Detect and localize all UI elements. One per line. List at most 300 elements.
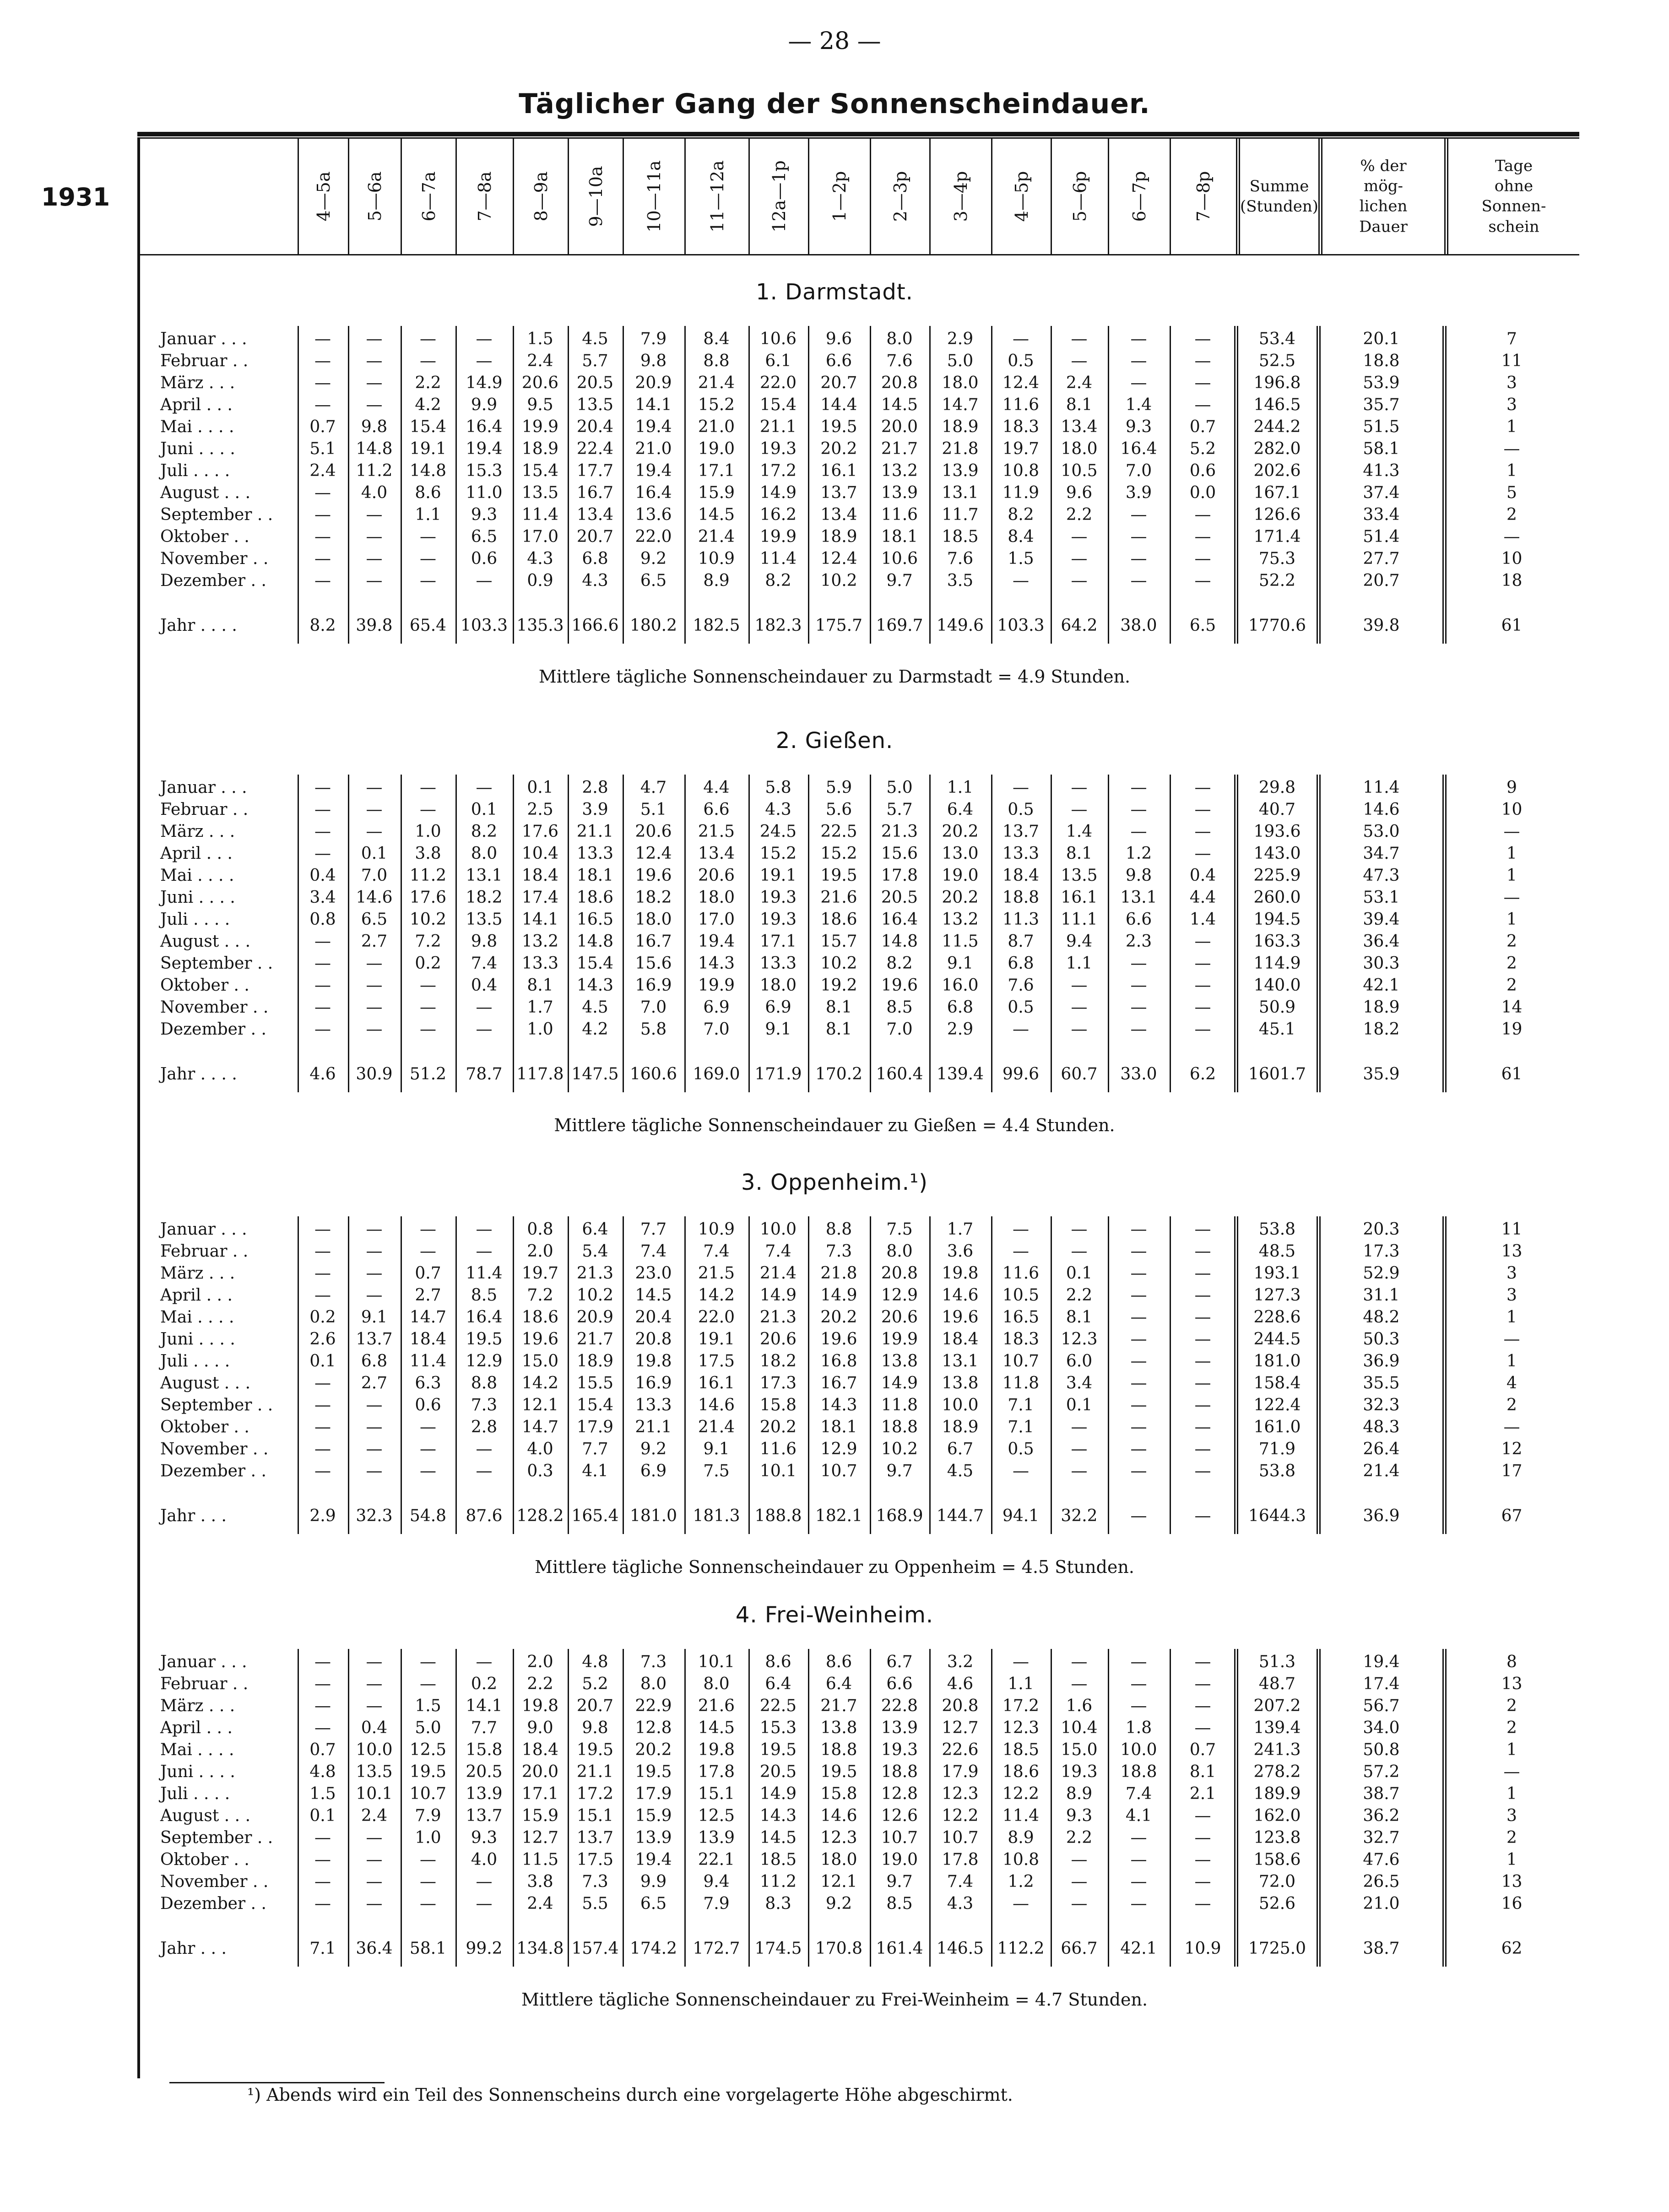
table-cell: — [314,396,331,414]
column-rule [455,1216,457,1534]
table-cell: 189.9 [1253,1784,1301,1803]
table-cell: 15.1 [576,1806,614,1825]
table-cell: 2 [1506,1828,1517,1847]
table-cell: 1.6 [1066,1697,1093,1715]
table-cell: 15.9 [635,1806,672,1825]
table-cell: 9.3 [1125,417,1152,436]
year-total-cell: 66.7 [1061,1939,1098,1958]
table-row [0,910,1669,931]
table-cell: 14.5 [881,396,918,414]
table-row [0,1308,1669,1329]
year-total-cell: 1770.6 [1248,616,1306,635]
table-cell: 12.3 [1061,1330,1098,1349]
month-label: Oktober . . [160,976,249,995]
column-rule [348,326,349,644]
table-cell: 16.8 [820,1352,857,1371]
table-cell: 4.0 [527,1440,553,1458]
table-cell: — [1194,822,1211,841]
year-total-cell: 6.5 [1189,616,1216,635]
column-rule [929,1649,931,1967]
table-cell: 13 [1501,1872,1523,1891]
month-label: Mai . . . . [160,866,234,885]
hour-column-label: 6—7p [1129,171,1149,222]
table-cell: 48.2 [1363,1308,1400,1327]
table-cell: 19.9 [881,1330,918,1349]
table-cell: 19.3 [881,1740,918,1759]
table-cell: 9.2 [640,549,667,568]
table-cell: 19.5 [820,417,857,436]
table-cell: 39.4 [1363,910,1400,929]
table-cell: 167.1 [1253,483,1301,502]
table-cell: — [366,1872,383,1891]
table-cell: 2.4 [527,1894,553,1913]
table-cell: 126.6 [1253,505,1301,524]
table-cell: — [366,549,383,568]
table-cell: 20.8 [881,374,918,392]
column-rule [401,1216,402,1534]
table-cell: 9.7 [886,1462,913,1480]
year-total-cell: 64.2 [1061,616,1098,635]
sunless-days-column-label: Tage ohne Sonnen- schein [1481,157,1546,236]
table-cell: 19.8 [521,1697,559,1715]
table-cell: 8.6 [765,1653,791,1671]
table-cell: 52.5 [1258,352,1296,370]
month-label: August . . . [160,932,251,951]
table-cell: 20.5 [466,1762,503,1781]
table-cell: 29.8 [1258,778,1296,797]
year-label: Jahr . . . . [160,1065,237,1084]
month-label: Mai . . . . [160,1308,234,1327]
table-cell: 14.8 [356,439,393,458]
year-total-cell: 4.6 [309,1065,336,1084]
column-rule [1170,775,1171,1092]
table-cell: 15.6 [881,844,918,863]
table-cell: 14.9 [759,1784,797,1803]
year-total-row [0,1065,1669,1086]
table-cell: 36.9 [1363,1352,1400,1371]
hour-column-label: 7—8p [1193,171,1214,222]
table-cell: 18.0 [820,1850,857,1869]
month-label: Juni . . . . [160,1762,235,1781]
table-cell: — [366,527,383,546]
table-row [0,1653,1669,1674]
table-cell: 52.2 [1258,571,1296,590]
table-cell: 18.9 [942,417,979,436]
table-cell: — [1194,1286,1211,1305]
month-label: Dezember . . [160,571,266,590]
table-cell: 19.5 [759,1740,797,1759]
table-cell: 19.8 [698,1740,735,1759]
table-row [0,1462,1669,1483]
table-cell: 194.5 [1253,910,1301,929]
table-cell: — [476,1220,493,1239]
table-cell: 22.5 [759,1697,797,1715]
table-cell: — [366,1828,383,1847]
hour-column-heading [1108,139,1170,254]
hour-column-label: 4—5a [313,171,334,222]
table-cell: 7 [1506,330,1517,348]
table-cell: 18.8 [1002,888,1040,907]
column-double-rule [1234,1216,1238,1534]
table-row [0,1286,1669,1307]
table-cell: 8.5 [471,1286,498,1305]
column-rule [455,1649,457,1967]
table-cell: 9.3 [471,1828,498,1847]
table-cell: 6.5 [471,527,498,546]
table-cell: 7.6 [886,352,913,370]
column-rule [991,775,992,1092]
year-total-cell: 42.1 [1120,1939,1157,1958]
table-cell: 20.2 [635,1740,672,1759]
table-cell: 13.5 [1061,866,1098,885]
year-total-cell: 8.2 [309,616,336,635]
table-cell: 2.4 [309,461,336,480]
year-total-cell: 78.7 [466,1065,503,1084]
table-cell: 1.7 [527,998,553,1017]
table-cell: 27.7 [1363,549,1400,568]
table-cell: — [420,998,436,1017]
column-double-rule [1317,775,1321,1092]
table-cell: — [420,1653,436,1671]
table-cell: 4.5 [582,998,608,1017]
month-label: Dezember . . [160,1020,266,1039]
table-cell: 19.4 [1363,1653,1400,1671]
table-cell: 12.5 [409,1740,447,1759]
year-total-cell: 160.6 [629,1065,677,1084]
month-label: April . . . [160,1286,233,1305]
table-row [0,888,1669,909]
column-rule [1051,1649,1052,1967]
table-cell: — [1071,1220,1088,1239]
table-cell: — [1013,1020,1029,1039]
column-rule [623,1216,624,1534]
table-cell: 19.8 [942,1264,979,1283]
table-cell: 19.8 [635,1352,672,1371]
table-cell: 3.6 [947,1242,974,1261]
table-cell: — [1071,571,1088,590]
table-row [0,505,1669,526]
table-cell: 18.8 [881,1762,918,1781]
hour-column-heading [623,139,684,254]
table-cell: 20.2 [820,1308,857,1327]
month-label: Juni . . . . [160,888,235,907]
table-cell: 4.4 [1189,888,1216,907]
table-cell: 5.1 [309,439,336,458]
table-cell: 20.4 [576,417,614,436]
table-cell: — [314,1697,331,1715]
year-total-cell: 99.6 [1002,1065,1040,1084]
hour-column-heading [298,139,348,254]
table-cell: 16.1 [698,1374,735,1393]
table-cell: 9.0 [527,1719,553,1737]
column-rule [1108,326,1109,644]
table-cell: 13.9 [881,483,918,502]
table-cell: 15.3 [466,461,503,480]
table-cell: 0.2 [471,1675,498,1693]
table-cell: 7.4 [765,1242,791,1261]
table-row [0,1330,1669,1351]
month-label: April . . . [160,844,233,863]
table-cell: 16.9 [635,1374,672,1393]
table-cell: — [314,954,331,973]
table-cell: — [1194,844,1211,863]
table-cell: 13 [1501,1675,1523,1693]
table-cell: — [1130,374,1147,392]
year-label: Jahr . . . [160,1939,227,1958]
table-cell: 22.1 [698,1850,735,1869]
table-cell: 9.7 [886,1872,913,1891]
table-cell: 17.4 [1363,1675,1400,1693]
table-cell: 18.9 [521,439,559,458]
year-total-cell: 30.9 [356,1065,393,1084]
table-cell: 15.6 [635,954,672,973]
table-cell: 13.3 [759,954,797,973]
table-cell: 158.6 [1253,1850,1301,1869]
table-cell: — [1071,800,1088,819]
table-cell: 15.2 [820,844,857,863]
table-cell: 14.9 [759,1286,797,1305]
table-cell: — [1071,1675,1088,1693]
table-cell: 6.5 [361,910,388,929]
table-cell: 228.6 [1253,1308,1301,1327]
table-cell: 51.3 [1258,1653,1296,1671]
table-cell: 20.6 [521,374,559,392]
month-label: Oktober . . [160,527,249,546]
table-cell: 10 [1501,549,1523,568]
table-cell: 202.6 [1253,461,1301,480]
month-label: Oktober . . [160,1418,249,1437]
table-cell: 13.5 [576,396,614,414]
table-cell: — [1130,527,1147,546]
table-cell: 10.1 [759,1462,797,1480]
table-cell: 9.2 [640,1440,667,1458]
table-row [0,461,1669,483]
table-cell: — [314,330,331,348]
table-cell: — [1130,571,1147,590]
table-cell: — [1013,778,1029,797]
year-total-cell: 147.5 [571,1065,619,1084]
table-cell: — [1130,1374,1147,1393]
table-cell: 10 [1501,800,1523,819]
table-cell: 20.0 [881,417,918,436]
table-cell: 10.4 [521,844,559,863]
table-cell: — [1194,1462,1211,1480]
table-cell: 18.2 [759,1352,797,1371]
column-rule [568,326,569,644]
table-cell: — [1194,1020,1211,1039]
table-cell: 11.1 [1061,910,1098,929]
table-cell: — [1194,505,1211,524]
column-rule [623,775,624,1092]
table-cell: — [476,1440,493,1458]
table-cell: 6.5 [640,571,667,590]
table-cell: 1.1 [1008,1675,1034,1693]
table-cell: 11.9 [1002,483,1040,502]
year-total-cell: 36.9 [1363,1507,1400,1525]
table-cell: 11.5 [942,932,979,951]
table-cell: 13.1 [466,866,503,885]
table-cell: 127.3 [1253,1286,1301,1305]
table-cell: 9.1 [703,1440,730,1458]
table-cell: 2.1 [1189,1784,1216,1803]
table-cell: — [1130,330,1147,348]
month-label: Mai . . . . [160,1740,234,1759]
table-cell: 2.0 [527,1242,553,1261]
table-cell: 34.0 [1363,1719,1400,1737]
table-cell: 47.3 [1363,866,1400,885]
table-cell: 19.6 [820,1330,857,1349]
table-cell: 9.7 [886,571,913,590]
table-cell: 1 [1506,1740,1517,1759]
table-cell: 11.8 [881,1396,918,1415]
column-rule [348,1649,349,1967]
table-cell: 7.6 [1008,976,1034,995]
month-label: September . . [160,1828,273,1847]
table-cell: 53.9 [1363,374,1400,392]
table-cell: 0.0 [1189,483,1216,502]
table-cell: — [314,1850,331,1869]
page-title: Täglicher Gang der Sonnenscheindauer. [519,88,1150,120]
table-cell: 7.0 [1125,461,1152,480]
hour-column-label: 5—6a [365,171,385,222]
table-cell: — [1194,1828,1211,1847]
table-cell: 13.3 [635,1396,672,1415]
table-cell: 19.9 [698,976,735,995]
year-total-cell: 62 [1501,1939,1523,1958]
table-cell: 9.9 [640,1872,667,1891]
table-cell: — [366,352,383,370]
table-row [0,1784,1669,1805]
table-cell: 20.2 [942,822,979,841]
year-total-cell: 175.7 [815,616,863,635]
month-label: September . . [160,505,273,524]
table-cell: 12 [1501,1440,1523,1458]
column-rule [623,1649,624,1967]
table-cell: 12.3 [942,1784,979,1803]
column-rule [748,326,750,644]
hour-column-label: 6—7a [418,171,439,222]
table-cell: 75.3 [1258,549,1296,568]
table-row [0,932,1669,953]
year-label: Jahr . . . . [160,616,237,635]
year-total-cell: 61 [1501,1065,1523,1084]
hour-column-label: 5—6p [1070,171,1090,222]
table-cell: 7.3 [582,1872,608,1891]
table-cell: 14.6 [820,1806,857,1825]
table-cell: 2.9 [947,1020,974,1039]
table-cell: 21.4 [698,1418,735,1437]
column-double-rule [1234,326,1238,644]
column-rule [991,1216,992,1534]
table-row [0,954,1669,975]
table-cell: 193.6 [1253,822,1301,841]
table-cell: 9.2 [825,1894,852,1913]
table-cell: — [1194,778,1211,797]
table-cell: — [1071,1872,1088,1891]
table-cell: 21.6 [820,888,857,907]
month-label: Januar . . . [160,1653,247,1671]
column-double-rule [1234,775,1238,1092]
table-cell: — [366,1697,383,1715]
table-cell: 10.2 [576,1286,614,1305]
table-cell: 16.4 [1120,439,1157,458]
table-cell: 22.0 [635,527,672,546]
table-cell: 34.7 [1363,844,1400,863]
table-cell: 161.0 [1253,1418,1301,1437]
table-cell: 17.4 [521,888,559,907]
table-row [0,352,1669,373]
table-cell: 36.4 [1363,932,1400,951]
table-cell: 16.7 [820,1374,857,1393]
table-cell: 13.9 [635,1828,672,1847]
table-cell: 14.3 [820,1396,857,1415]
table-cell: — [366,1440,383,1458]
table-cell: 19.5 [820,866,857,885]
table-row [0,1894,1669,1915]
table-cell: 20.7 [576,527,614,546]
table-cell: 15.4 [759,396,797,414]
table-cell: 11.4 [1002,1806,1040,1825]
table-cell: — [1130,1020,1147,1039]
table-cell: 12.4 [1002,374,1040,392]
table-cell: — [1130,998,1147,1017]
table-cell: 11.6 [759,1440,797,1458]
hour-column-label: 10—11a [644,160,664,233]
table-cell: — [314,374,331,392]
month-label: September . . [160,954,273,973]
table-cell: 19.3 [759,910,797,929]
table-cell: 181.0 [1253,1352,1301,1371]
table-cell: 19.9 [521,417,559,436]
table-cell: 21.1 [576,1762,614,1781]
table-cell: 1.0 [415,1828,441,1847]
table-cell: 7.4 [703,1242,730,1261]
table-cell: — [1130,1242,1147,1261]
table-cell: 1.8 [1125,1719,1152,1737]
table-cell: — [476,1020,493,1039]
column-rule [929,1216,931,1534]
table-cell: 6.9 [640,1462,667,1480]
station-title: 2. Gießen. [775,728,894,754]
year-total-cell: 36.4 [356,1939,393,1958]
table-cell: — [1130,822,1147,841]
table-cell: — [314,1020,331,1039]
column-double-rule [1317,326,1321,644]
table-cell: — [476,1462,493,1480]
column-rule [348,1216,349,1534]
month-label: Juni . . . . [160,1330,235,1349]
table-cell: 3.4 [309,888,336,907]
table-cell: 12.2 [1002,1784,1040,1803]
table-cell: 17.1 [759,932,797,951]
table-cell: 13.5 [521,483,559,502]
table-cell: 1.0 [415,822,441,841]
sum-column-heading [1236,139,1318,254]
table-cell: 53.0 [1363,822,1400,841]
table-cell: — [366,1653,383,1671]
month-label: August . . . [160,1374,251,1393]
table-cell: 2.7 [361,932,388,951]
table-cell: 193.1 [1253,1264,1301,1283]
table-cell: 14.9 [759,483,797,502]
year-total-cell: 32.2 [1061,1507,1098,1525]
column-rule [1108,775,1109,1092]
table-cell: 3 [1506,374,1517,392]
table-cell: 18.5 [759,1850,797,1869]
table-cell: 52.9 [1363,1264,1400,1283]
table-cell: 12.1 [820,1872,857,1891]
year-total-cell: 157.4 [571,1939,619,1958]
